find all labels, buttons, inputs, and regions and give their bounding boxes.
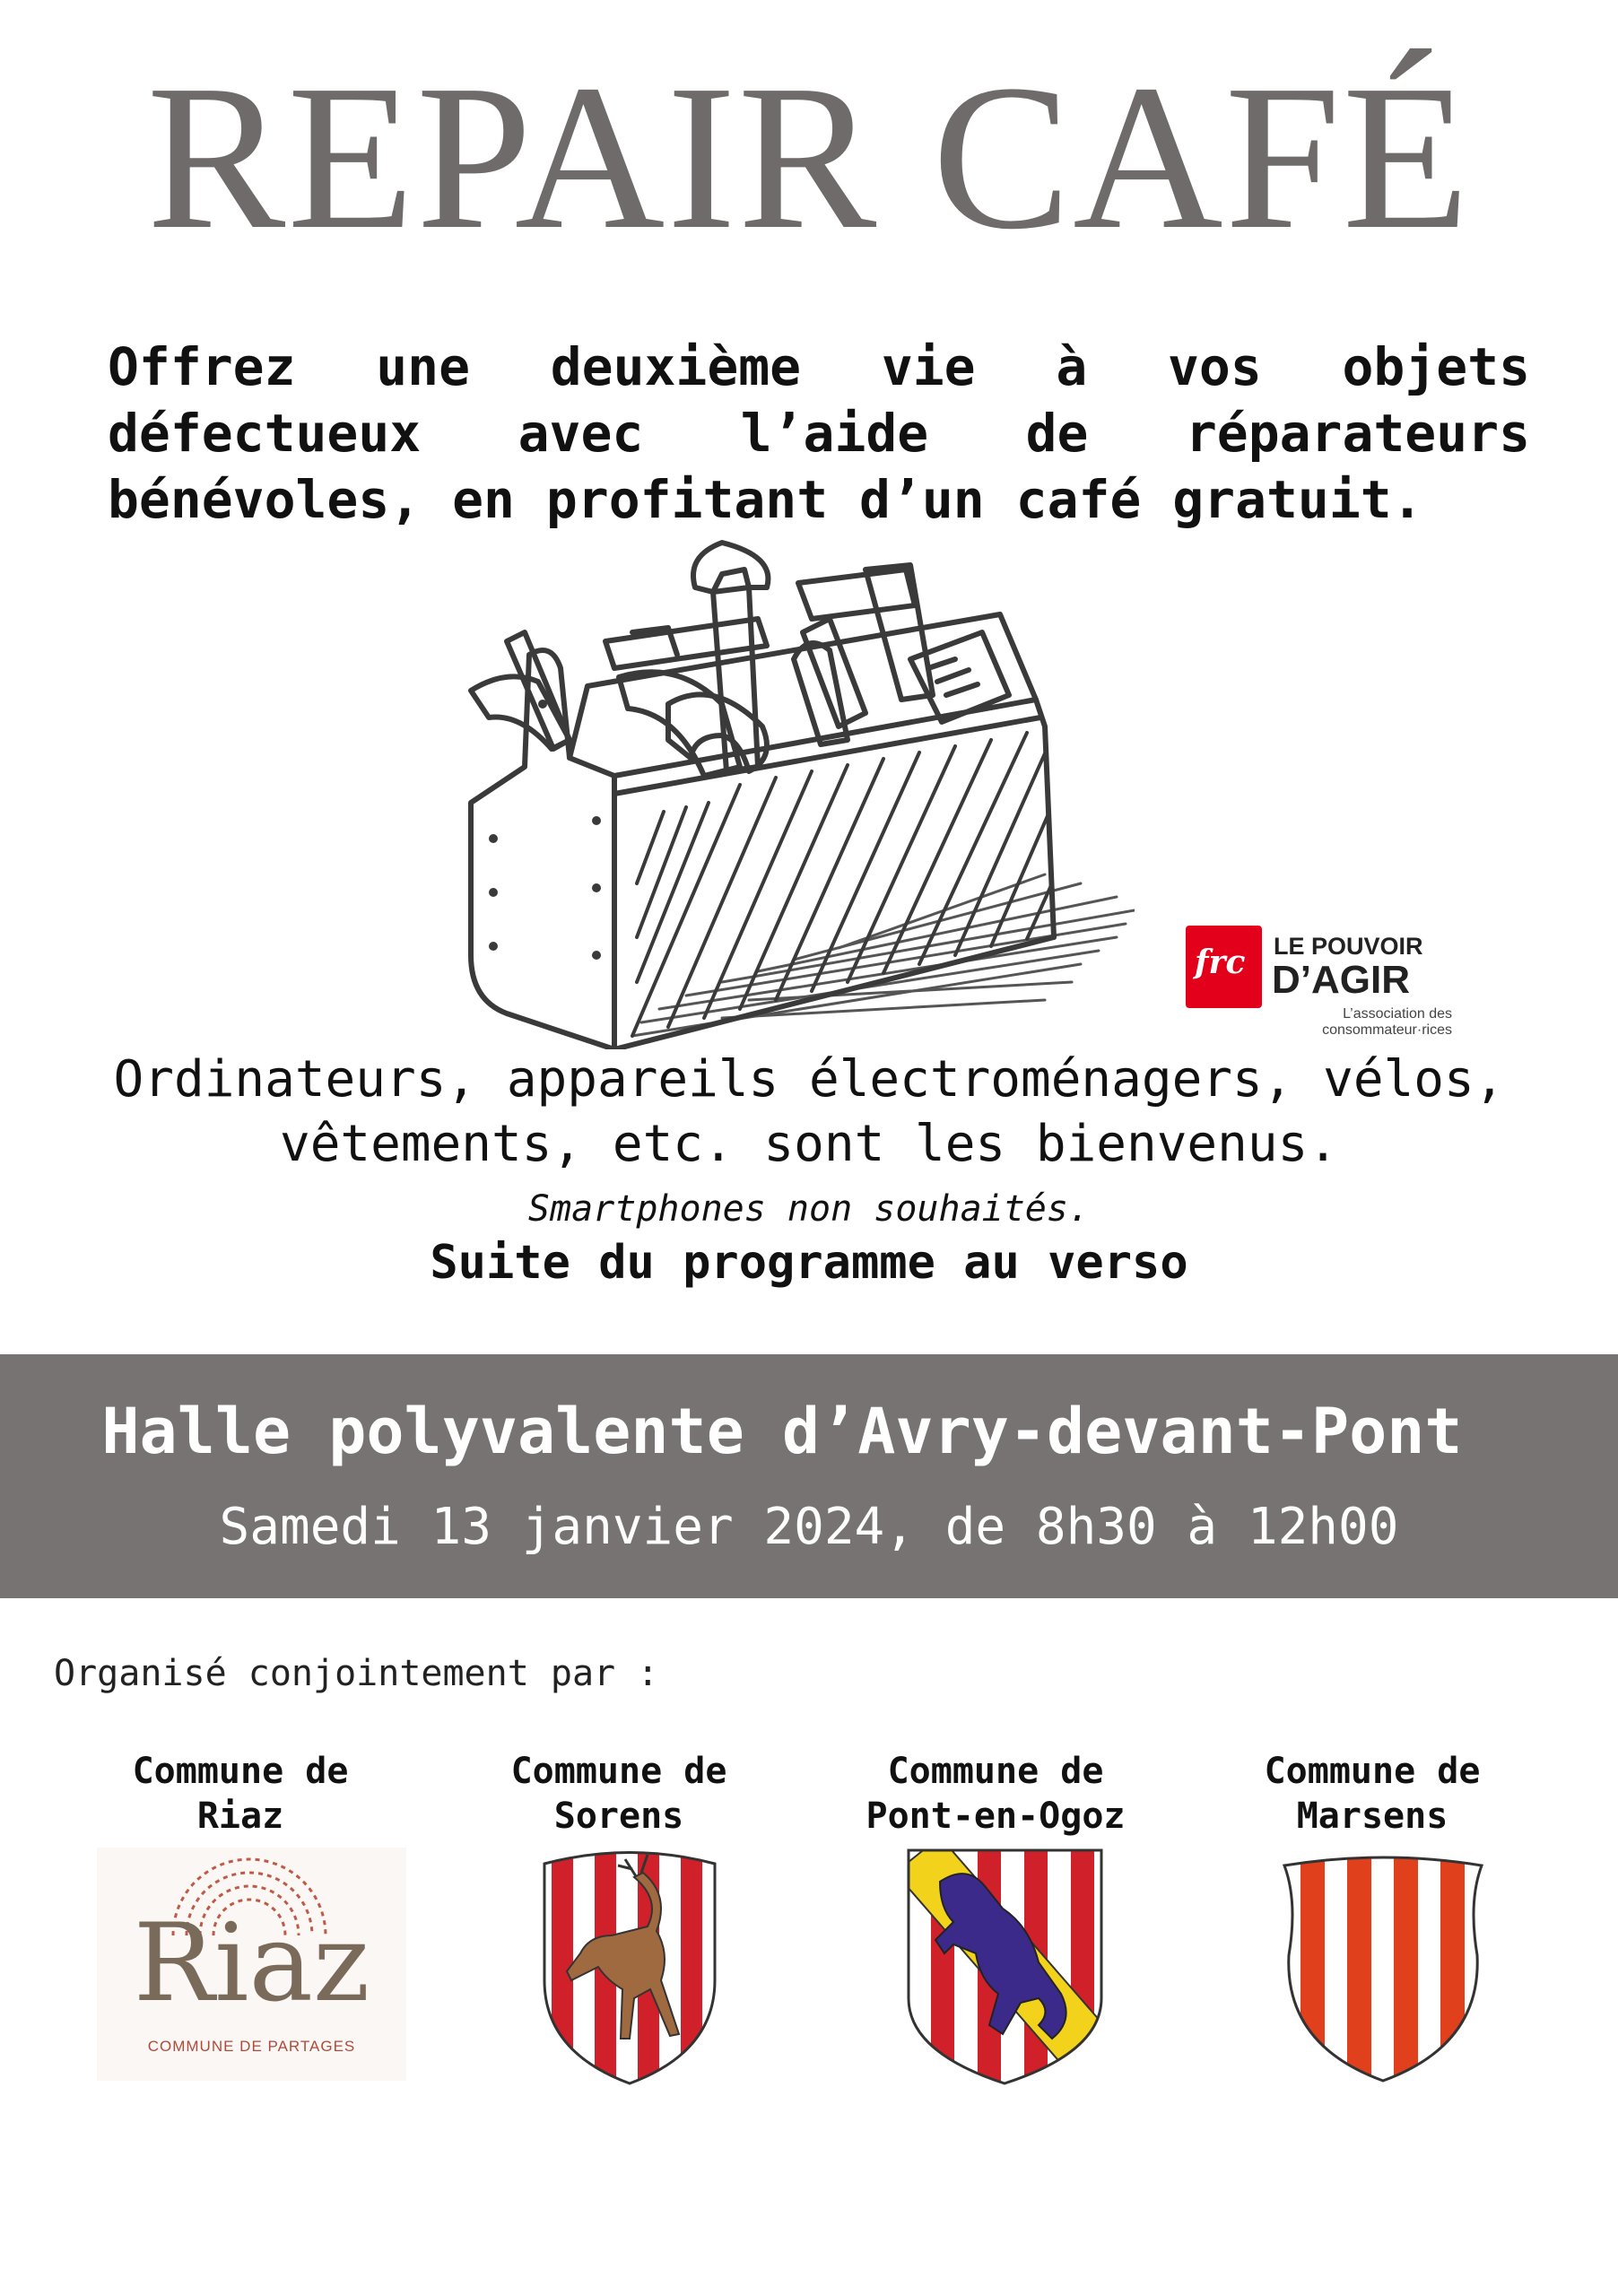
frc-line1: LE POUVOIR bbox=[1274, 933, 1423, 960]
frc-line2: D’AGIR bbox=[1272, 958, 1410, 1002]
toolbox-illustration bbox=[453, 534, 1135, 1049]
commune-pont-en-ogoz-name: Commune de Pont-en-Ogoz bbox=[866, 1751, 1126, 1837]
event-date: Samedi 13 janvier 2024, de 8h30 à 12h00 bbox=[219, 1498, 1399, 1556]
riaz-logo-subtitle: COMMUNE DE PARTAGES bbox=[147, 2038, 356, 2055]
intro-text: Offrez une deuxième vie à vos objets défectueux avec l’aide de réparateurs bénévoles, en profitant d’un café gratuit. bbox=[108, 336, 1530, 530]
commune-marsens-name: Commune de Marsens bbox=[1264, 1751, 1481, 1837]
riaz-logo bbox=[97, 1848, 406, 2081]
venue: Halle polyvalente d’Avry-devant-Pont bbox=[101, 1395, 1463, 1468]
riaz-logo-text: Riaz bbox=[133, 1901, 370, 2026]
frc-logo bbox=[1186, 924, 1455, 1045]
accepted-items-line1: Ordinateurs, appareils électroménagers, vélos, bbox=[113, 1050, 1505, 1109]
pont-en-ogoz-crest-icon bbox=[904, 1846, 1106, 2088]
marsens-crest-icon bbox=[1275, 1848, 1491, 2085]
smartphone-note: Smartphones non souhaités. bbox=[527, 1188, 1091, 1230]
accepted-items bbox=[0, 1048, 1618, 1177]
frc-tagline: L’association des consommateur·rices bbox=[1322, 1006, 1452, 1038]
verso-note: Suite du programme au verso bbox=[430, 1236, 1188, 1290]
event-band bbox=[0, 1354, 1618, 1598]
commune-sorens-name: Commune de Sorens bbox=[510, 1751, 727, 1837]
frc-mark: frc bbox=[1186, 926, 1262, 1008]
page-title: REPAIR CAFÉ bbox=[146, 42, 1472, 273]
sorens-crest-icon bbox=[535, 1846, 724, 2088]
accepted-items-line2: vêtements, etc. sont les bienvenus. bbox=[279, 1115, 1339, 1173]
commune-riaz-name: Commune de Riaz bbox=[132, 1751, 349, 1837]
organized-by: Organisé conjointement par : bbox=[54, 1653, 659, 1694]
